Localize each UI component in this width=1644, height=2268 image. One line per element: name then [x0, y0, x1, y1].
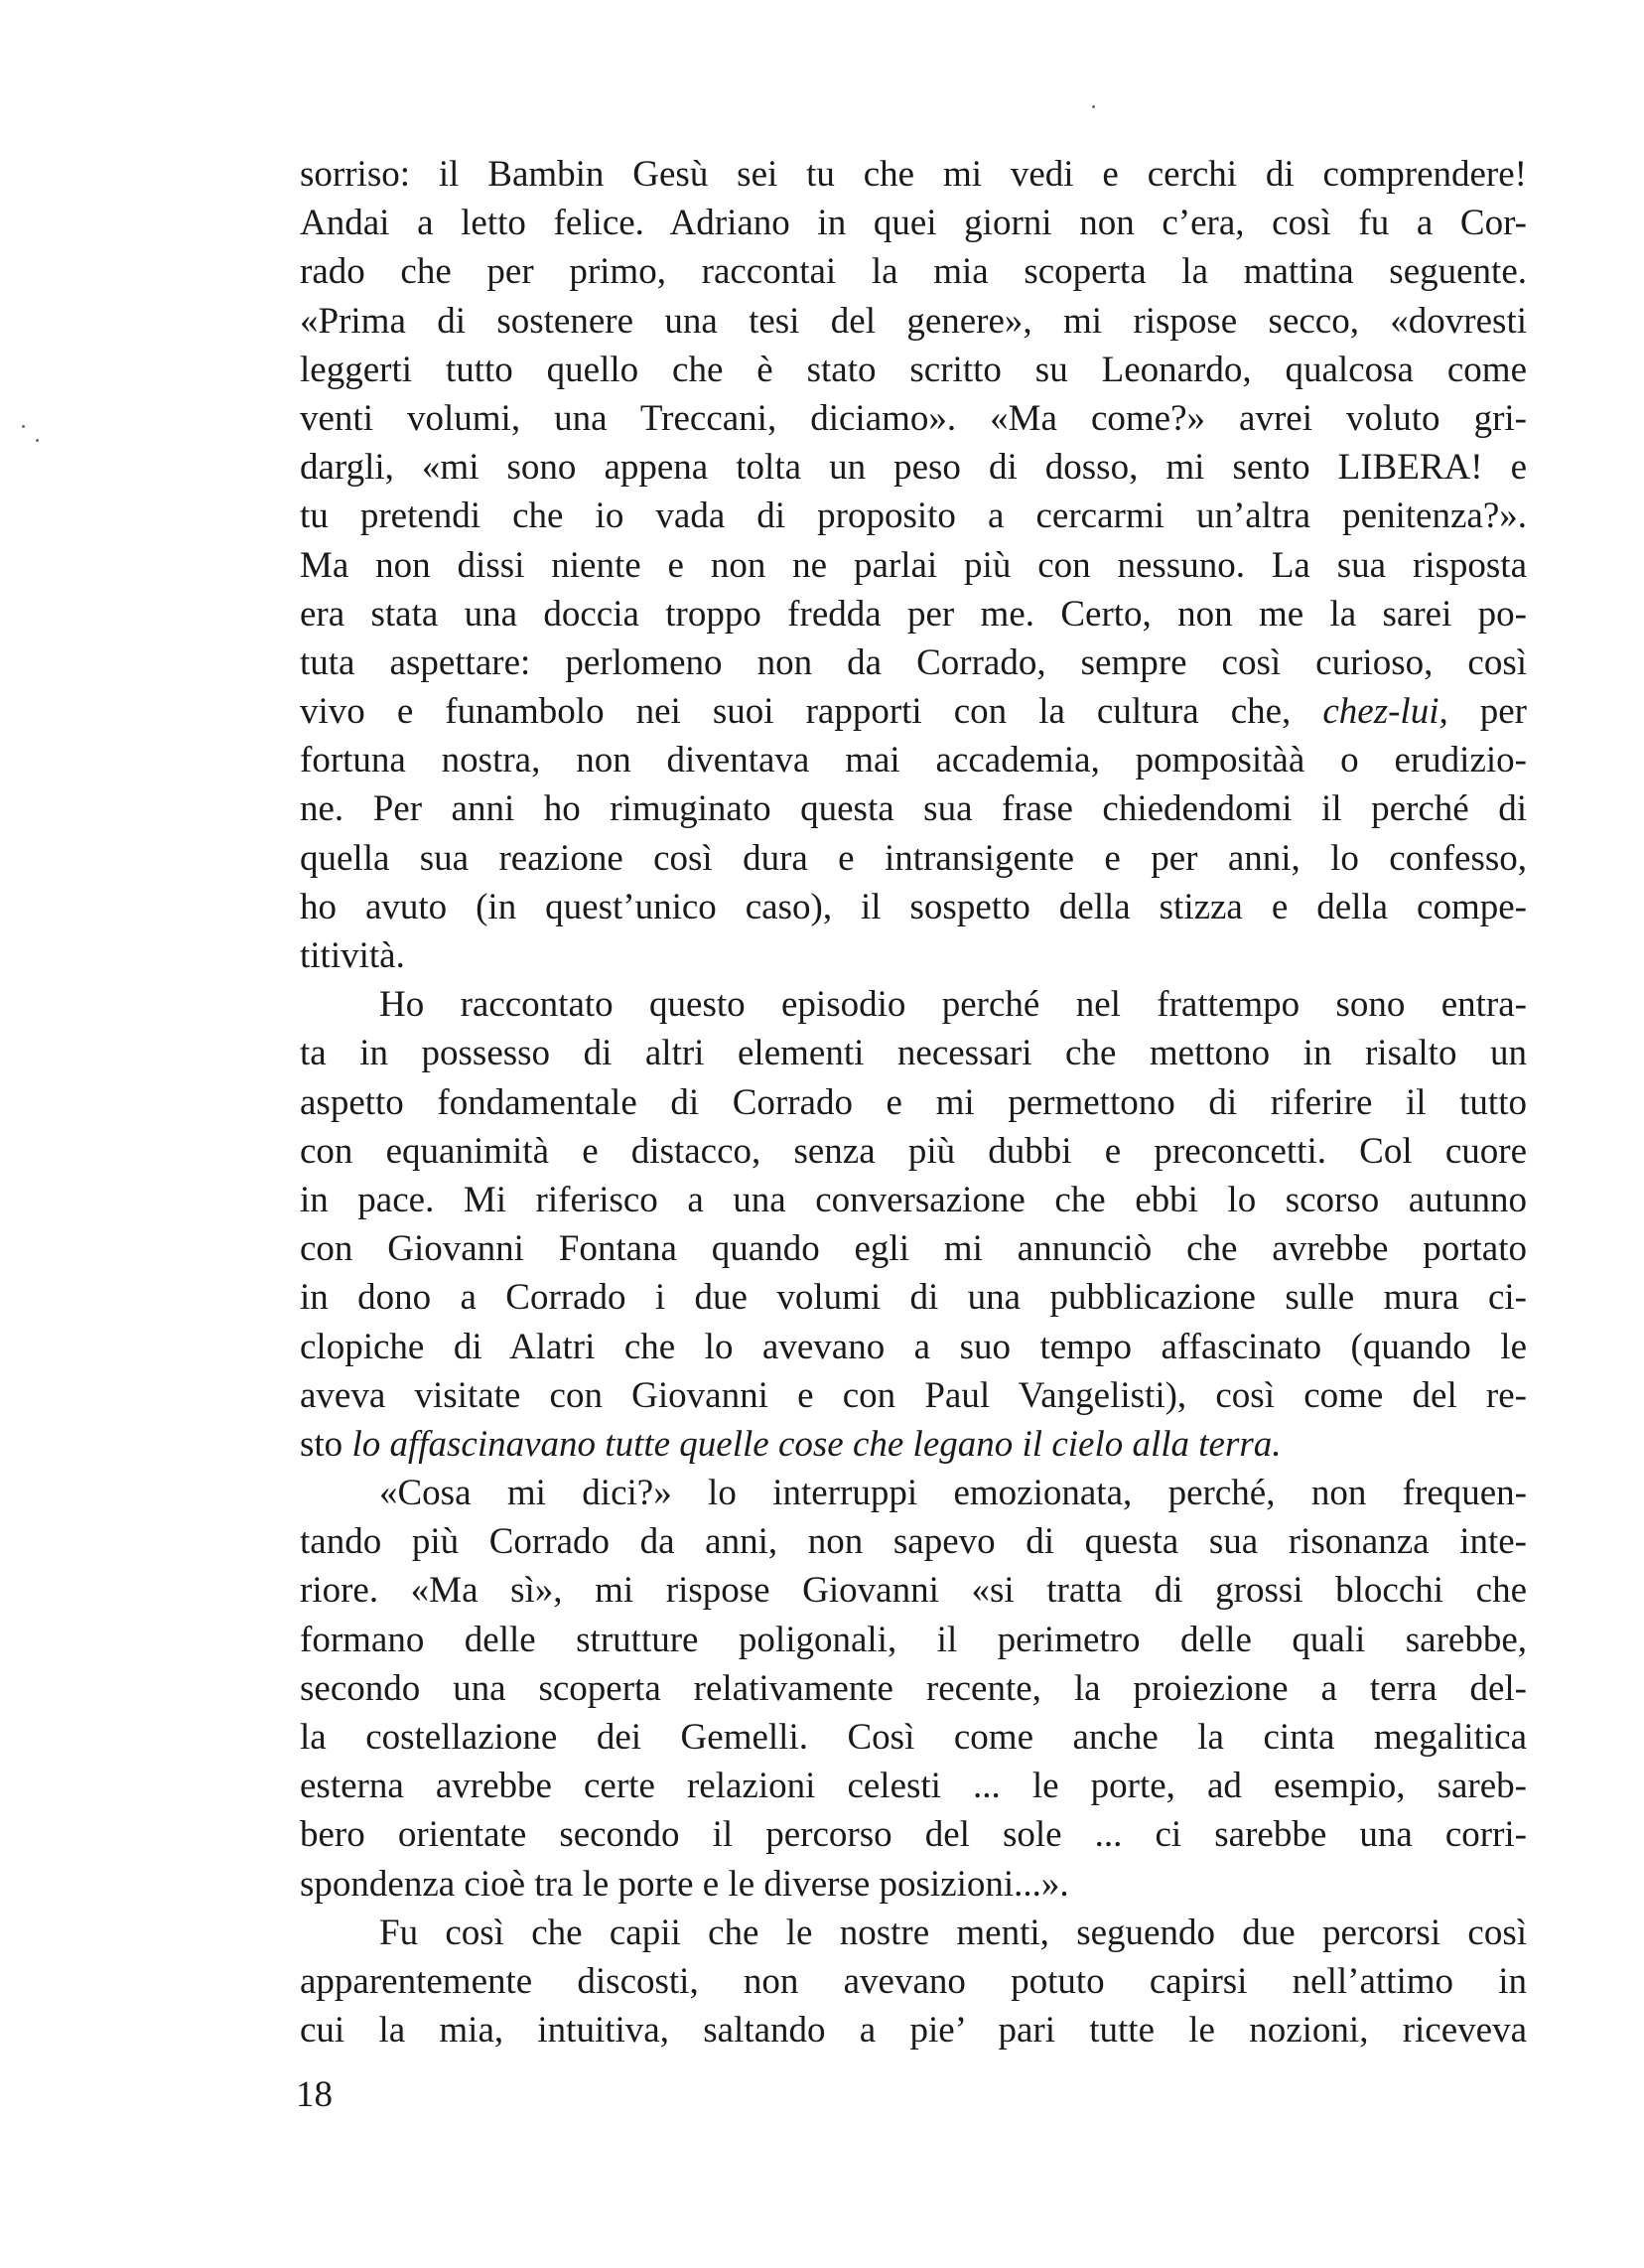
text-line: tu pretendi che io vada di proposito a cercarmi un’altra penitenza?».	[300, 496, 1527, 537]
text-line: con equanimità e distacco, senza più dubbi e preconcetti. Col cuore	[300, 1130, 1527, 1172]
page-number: 18	[296, 2074, 333, 2115]
text-line: aspetto fondamentale di Corrado e mi permettono di riferire il tutto	[300, 1081, 1527, 1123]
text-line: bero orientate secondo il percorso del sole ... ci sarebbe una corri-	[300, 1814, 1527, 1856]
text-line: fortuna nostra, non diventava mai accademia, pompositàà o erudizio-	[300, 740, 1527, 781]
text-segment: sto	[300, 1423, 343, 1465]
text-line: aveva visitate con Giovanni e con Paul Vangelisti), così come del re-	[300, 1374, 1527, 1416]
text-line: era stata una doccia troppo fredda per me. Certo, non me la sarei po-	[300, 593, 1527, 635]
text-line: secondo una scoperta relativamente recente, la proiezione a terra del-	[300, 1667, 1527, 1709]
text-line	[300, 687, 1527, 736]
text-line: con Giovanni Fontana quando egli mi annunciò che avrebbe portato	[300, 1228, 1527, 1270]
italic-phrase: chez-lui,	[1322, 691, 1448, 733]
text-line: rado che per primo, raccontai la mia scoperta la mattina seguente.	[300, 251, 1527, 293]
text-segment: vivo e funambolo nei suoi rapporti con la cultura che,	[300, 691, 1292, 733]
text-line: apparentemente discosti, non avevano potuto capirsi nell’attimo in	[300, 1960, 1527, 2002]
scan-speck	[1092, 105, 1095, 108]
text-line	[300, 1420, 1527, 1469]
text-line: formano delle strutture poligonali, il perimetro delle quali sarebbe,	[300, 1619, 1527, 1660]
text-line: sorriso: il Bambin Gesù sei tu che mi vedi e cerchi di comprendere!	[300, 154, 1527, 195]
scan-speck	[36, 439, 39, 442]
text-line: in dono a Corrado i due volumi di una pubblicazione sulle mura ci-	[300, 1277, 1527, 1319]
text-line: cui la mia, intuitiva, saltando a pie’ pari tutte le nozioni, riceveva	[300, 2010, 1527, 2052]
text-line: in pace. Mi riferisco a una conversazione che ebbi lo scorso autunno	[300, 1179, 1527, 1220]
text-line: esterna avrebbe certe relazioni celesti ... le porte, ad esempio, sareb-	[300, 1766, 1527, 1807]
text-line: venti volumi, una Treccani, diciamo». «Ma come?» avrei voluto gri-	[300, 397, 1527, 439]
text-line: riore. «Ma sì», mi rispose Giovanni «si tratta di grossi blocchi che	[300, 1570, 1527, 1612]
text-line: «Prima di sostenere una tesi del genere», mi rispose secco, «dovresti	[300, 300, 1527, 342]
text-line: la costellazione dei Gemelli. Così come anche la cinta megalitica	[300, 1717, 1527, 1758]
body-text	[300, 150, 1527, 2055]
text-line: clopiche di Alatri che lo avevano a suo tempo affascinato (quando le	[300, 1326, 1527, 1367]
scan-speck	[22, 425, 25, 428]
text-line: Ma non dissi niente e non ne parlai più con nessuno. La sua risposta	[300, 544, 1527, 586]
text-line: «Cosa mi dici?» lo interruppi emozionata, perché, non frequen-	[379, 1473, 1527, 1514]
text-line: Ho raccontato questo episodio perché nel frattempo sono entra-	[379, 984, 1527, 1026]
text-line: tando più Corrado da anni, non sapevo di questa sua risonanza inte-	[300, 1521, 1527, 1563]
text-line: tuta aspettare: perlomeno non da Corrado, sempre così curioso, così	[300, 641, 1527, 683]
text-line: Fu così che capii che le nostre menti, seguendo due percorsi così	[379, 1912, 1527, 1953]
text-line: ta in possesso di altri elementi necessari che mettono in risalto un	[300, 1033, 1527, 1074]
text-line: ho avuto (in quest’unico caso), il sospetto della stizza e della compe-	[300, 886, 1527, 927]
text-line: leggerti tutto quello che è stato scritto su Leonardo, qualcosa come	[300, 349, 1527, 390]
italic-phrase: lo affascinavano tutte quelle cose che legano il cielo alla terra.	[351, 1423, 1282, 1465]
text-line: spondenza cioè tra le porte e le diverse posizioni...».	[300, 1863, 1069, 1905]
text-line: dargli, «mi sono appena tolta un peso di dosso, mi sento LIBERA! e	[300, 447, 1527, 489]
text-line: titività.	[300, 935, 405, 976]
text-segment: per	[1447, 691, 1527, 733]
text-line: Andai a letto felice. Adriano in quei giorni non c’era, così fu a Cor-	[300, 203, 1527, 244]
text-line: ne. Per anni ho rimuginato questa sua frase chiedendomi il perché di	[300, 788, 1527, 830]
text-line: quella sua reazione così dura e intransigente e per anni, lo confesso,	[300, 837, 1527, 879]
